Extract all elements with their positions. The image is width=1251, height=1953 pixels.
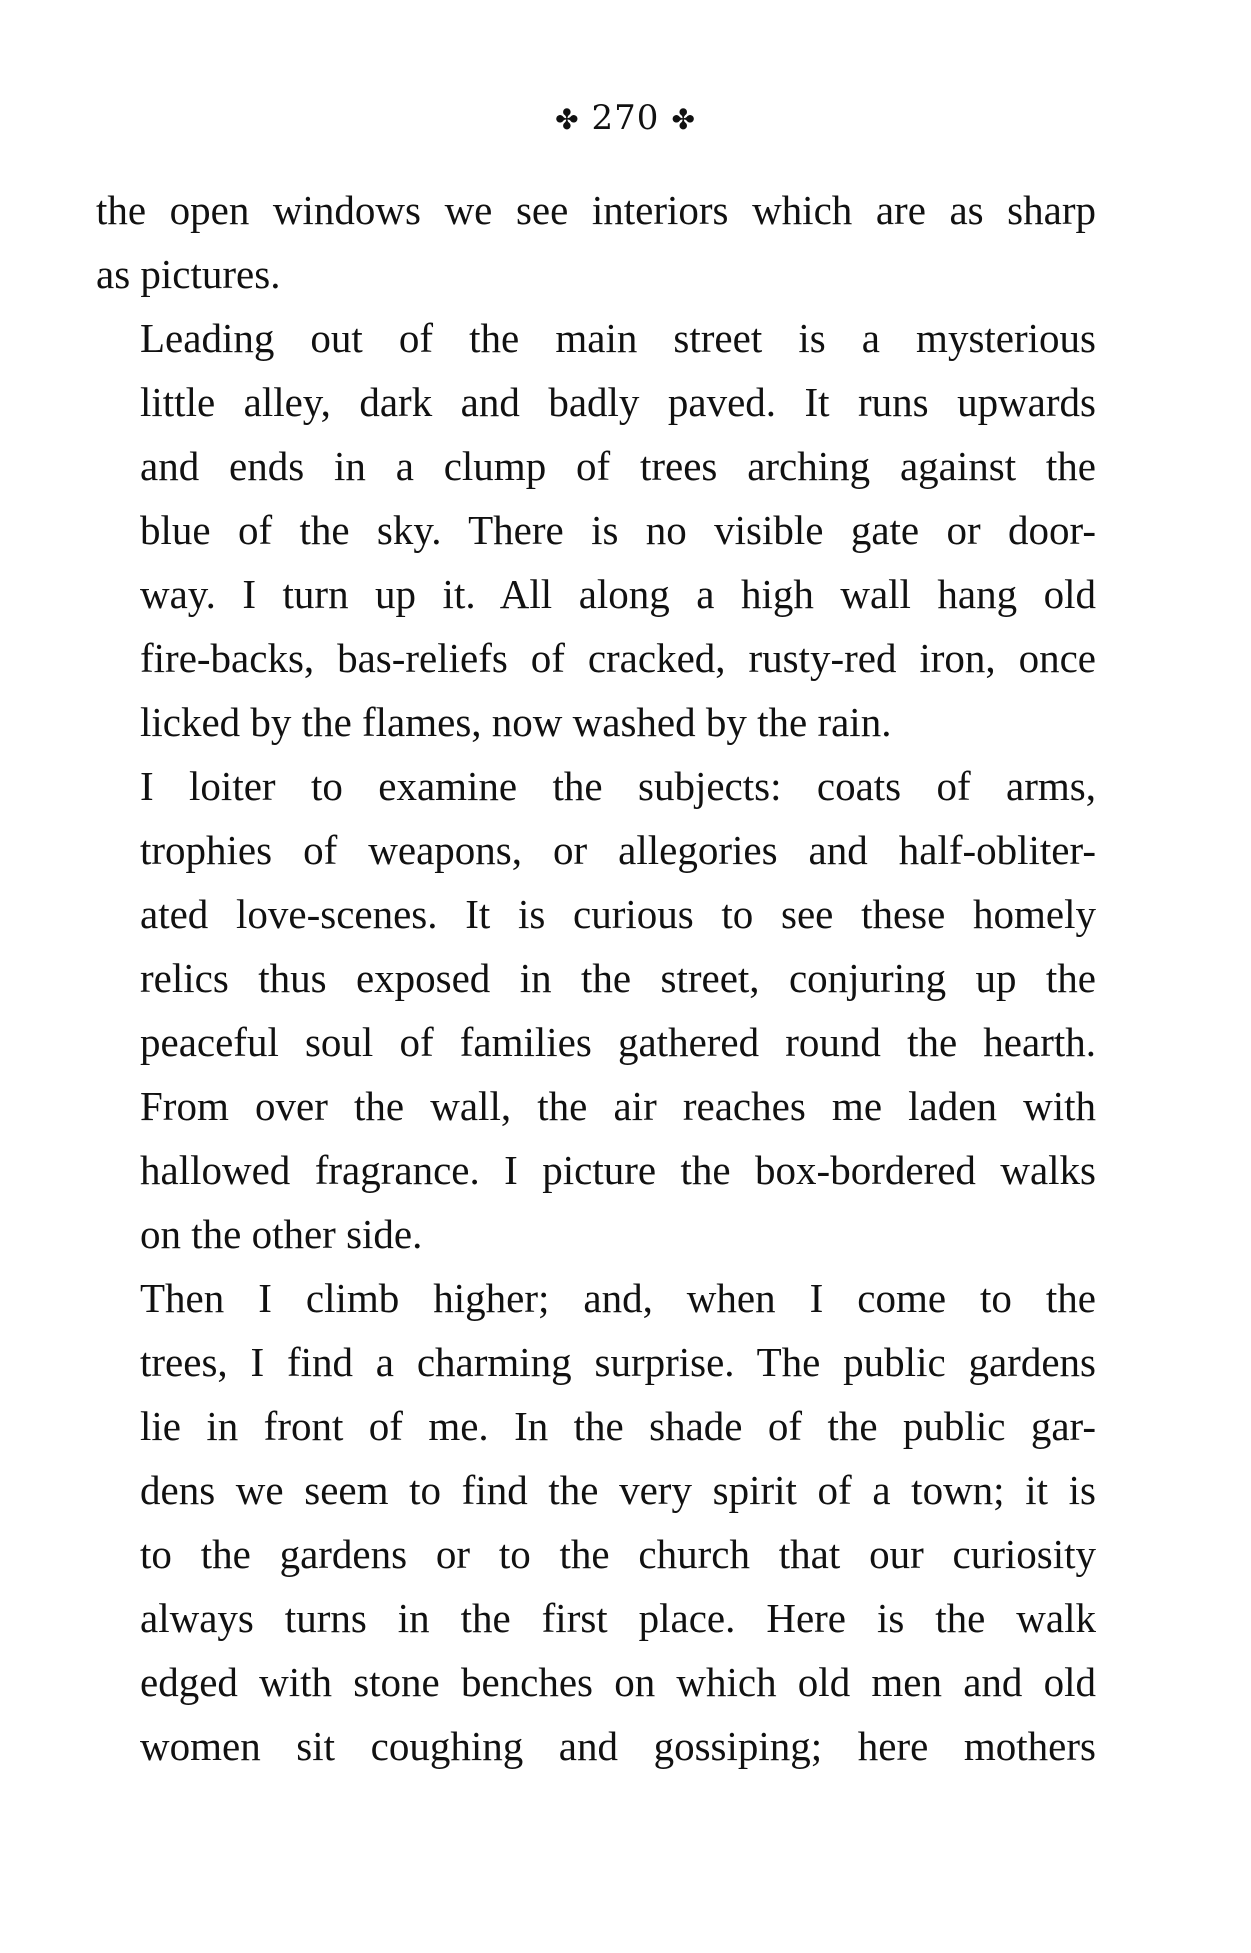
ornament-left-icon: ✤: [555, 103, 580, 136]
text-line: peaceful soul of families gathered round the hearth.: [140, 1019, 1096, 1065]
text-line: licked by the flames, now washed by the rain.: [140, 699, 892, 745]
text-line: to the gardens or to the church that our curiosity: [140, 1531, 1096, 1577]
page-header: [0, 98, 1251, 140]
text-line: lie in front of me. In the shade of the public gar-: [140, 1403, 1096, 1449]
text-line: little alley, dark and badly paved. It runs upwards: [140, 379, 1096, 425]
text-line: dens we seem to find the very spirit of a town; it is: [140, 1467, 1096, 1513]
ornament-right-icon: ✤: [671, 103, 696, 136]
text-line: trophies of weapons, or allegories and half-obliter-: [140, 827, 1096, 873]
text-line: as pictures.: [96, 251, 281, 297]
text-line: hallowed fragrance. I picture the box-bordered walks: [140, 1147, 1096, 1193]
text-line: the open windows we see interiors which are as sharp: [96, 187, 1096, 233]
text-line: way. I turn up it. All along a high wall hang old: [140, 571, 1096, 617]
text-line: and ends in a clump of trees arching against the: [140, 443, 1096, 489]
text-line: blue of the sky. There is no visible gate or door-: [140, 507, 1096, 553]
text-line: trees, I find a charming surprise. The public gardens: [140, 1339, 1096, 1385]
text-line: always turns in the first place. Here is the walk: [140, 1595, 1096, 1641]
paragraph: [96, 306, 1096, 754]
text-line: edged with stone benches on which old men and old: [140, 1659, 1096, 1705]
text-line: Leading out of the main street is a mysterious: [140, 315, 1096, 361]
paragraph: [96, 178, 1096, 306]
text-line: fire-backs, bas-reliefs of cracked, rusty-red iron, once: [140, 635, 1096, 681]
text-line: on the other side.: [140, 1211, 423, 1257]
body-text: [96, 178, 1096, 1778]
text-line: women sit coughing and gossiping; here mothers: [140, 1723, 1096, 1769]
text-line: ated love-scenes. It is curious to see these homely: [140, 891, 1096, 937]
paragraph: [96, 1266, 1096, 1778]
text-line: I loiter to examine the subjects: coats of arms,: [140, 763, 1096, 809]
text-line: relics thus exposed in the street, conjuring up the: [140, 955, 1096, 1001]
paragraph: [96, 754, 1096, 1266]
text-line: Then I climb higher; and, when I come to the: [140, 1275, 1096, 1321]
page-number: 270: [591, 98, 660, 138]
text-line: From over the wall, the air reaches me laden with: [140, 1083, 1096, 1129]
